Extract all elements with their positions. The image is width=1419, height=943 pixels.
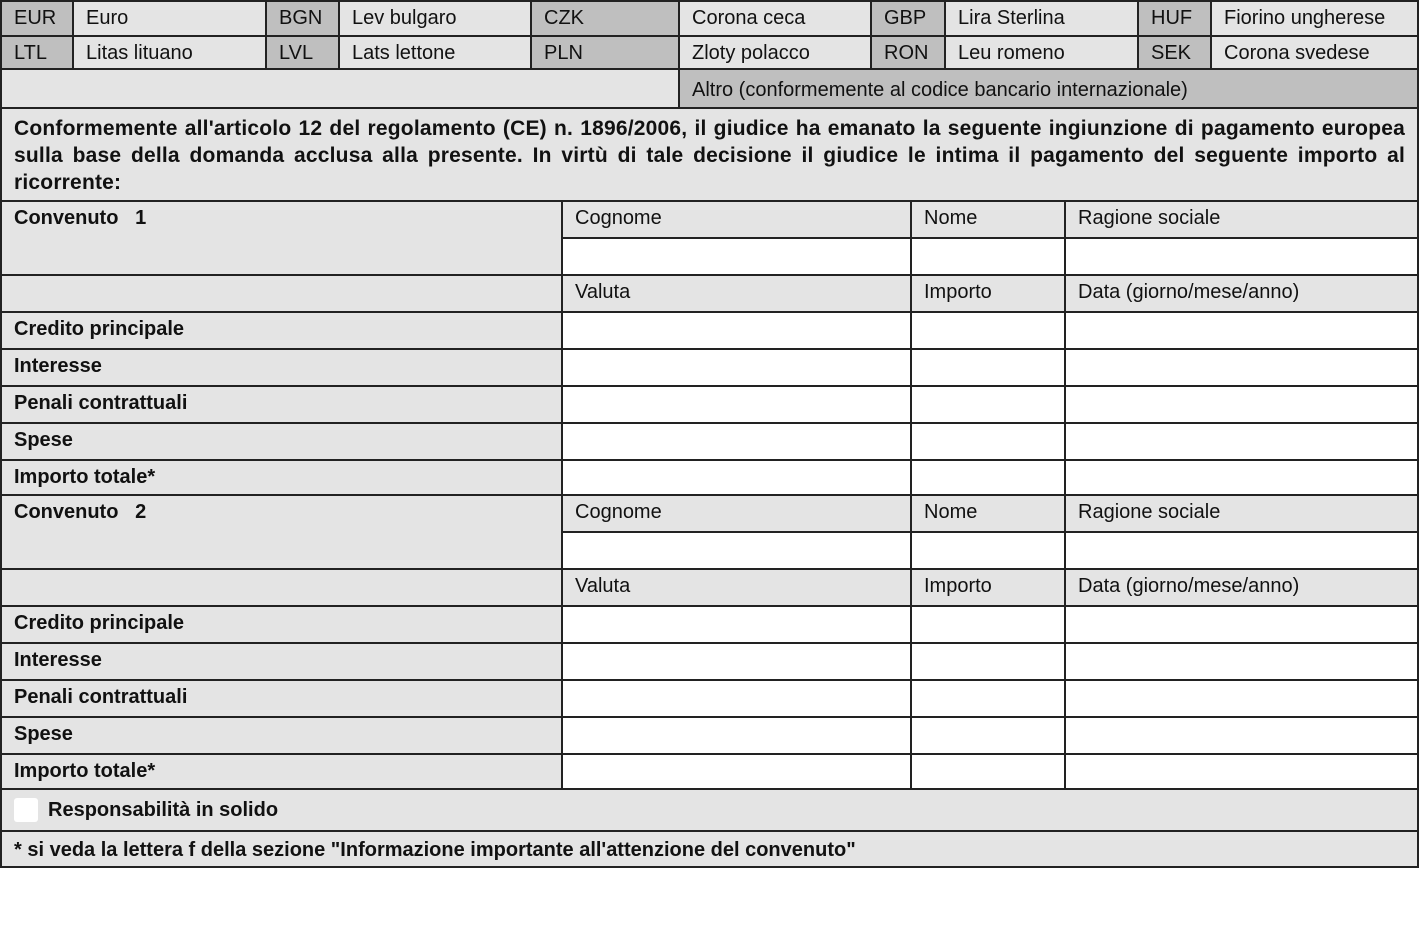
d2-row-label: Credito principale <box>0 605 563 644</box>
d1-row-date-field[interactable] <box>1064 385 1419 424</box>
d1-row-label: Penali contrattuali <box>0 385 563 424</box>
defendant-2-date-header: Data (giorno/mese/anno) <box>1064 568 1419 607</box>
d2-row-label: Spese <box>0 716 563 755</box>
currency-name-sek: Corona svedese <box>1210 35 1419 70</box>
defendant-2-name-header: Nome <box>910 494 1066 533</box>
defendant-2-label: Convenuto 2 <box>0 494 563 570</box>
d1-row-date-field[interactable] <box>1064 422 1419 461</box>
defendant-1-company-header: Ragione sociale <box>1064 200 1419 239</box>
defendant-2-surname-field[interactable] <box>561 531 912 570</box>
joint-liability-row <box>0 788 1419 832</box>
other-currency-label: Altro (conformemente al codice bancario internazionale) <box>678 68 1419 109</box>
d1-row-currency-field[interactable] <box>561 311 912 350</box>
defendant-2-currency-header: Valuta <box>561 568 912 607</box>
defendant-1-surname-header: Cognome <box>561 200 912 239</box>
d1-row-label: Credito principale <box>0 311 563 350</box>
other-currency-blank <box>0 68 680 109</box>
currency-code-sek: SEK <box>1137 35 1212 70</box>
d2-row-label: Penali contrattuali <box>0 679 563 718</box>
d2-row-date-field[interactable] <box>1064 679 1419 718</box>
currency-name-huf: Fiorino ungherese <box>1210 0 1419 37</box>
currency-code-ron: RON <box>870 35 946 70</box>
defendant-2-company-header: Ragione sociale <box>1064 494 1419 533</box>
defendant-1-name-field[interactable] <box>910 237 1066 276</box>
defendant-1-company-field[interactable] <box>1064 237 1419 276</box>
d2-row-label: Interesse <box>0 642 563 681</box>
currency-code-eur: EUR <box>0 0 74 37</box>
d2-row-date-field[interactable] <box>1064 753 1419 790</box>
d1-row-date-field[interactable] <box>1064 311 1419 350</box>
d1-row-date-field[interactable] <box>1064 348 1419 387</box>
d1-row-label: Importo totale* <box>0 459 563 496</box>
d2-row-date-field[interactable] <box>1064 642 1419 681</box>
defendant-1-currency-header: Valuta <box>561 274 912 313</box>
defendant-2-name-field[interactable] <box>910 531 1066 570</box>
defendant-2-header-blank <box>0 568 563 607</box>
joint-liability-checkbox[interactable] <box>14 798 38 822</box>
d2-row-date-field[interactable] <box>1064 605 1419 644</box>
d1-row-currency-field[interactable] <box>561 385 912 424</box>
d1-row-amount-field[interactable] <box>910 385 1066 424</box>
d2-row-amount-field[interactable] <box>910 605 1066 644</box>
d1-row-amount-field[interactable] <box>910 311 1066 350</box>
currency-code-bgn: BGN <box>265 0 340 37</box>
d2-row-date-field[interactable] <box>1064 716 1419 755</box>
d2-row-amount-field[interactable] <box>910 753 1066 790</box>
d1-row-amount-field[interactable] <box>910 422 1066 461</box>
currency-name-ltl: Litas lituano <box>72 35 267 70</box>
joint-liability-label: Responsabilità in solido <box>48 799 279 821</box>
defendant-2-company-field[interactable] <box>1064 531 1419 570</box>
d2-row-currency-field[interactable] <box>561 605 912 644</box>
d2-row-currency-field[interactable] <box>561 716 912 755</box>
d1-row-currency-field[interactable] <box>561 422 912 461</box>
defendant-2-surname-header: Cognome <box>561 494 912 533</box>
defendant-2-amount-header: Importo <box>910 568 1066 607</box>
d2-row-amount-field[interactable] <box>910 716 1066 755</box>
currency-code-ltl: LTL <box>0 35 74 70</box>
d2-row-amount-field[interactable] <box>910 642 1066 681</box>
defendant-1-name-header: Nome <box>910 200 1066 239</box>
d2-row-label: Importo totale* <box>0 753 563 790</box>
currency-code-gbp: GBP <box>870 0 946 37</box>
defendant-1-amount-header: Importo <box>910 274 1066 313</box>
d1-row-amount-field[interactable] <box>910 348 1066 387</box>
currency-code-huf: HUF <box>1137 0 1212 37</box>
defendant-1-surname-field[interactable] <box>561 237 912 276</box>
currency-code-czk: CZK <box>530 0 680 37</box>
currency-name-czk: Corona ceca <box>678 0 872 37</box>
currency-code-lvl: LVL <box>265 35 340 70</box>
currency-name-bgn: Lev bulgaro <box>338 0 532 37</box>
defendant-1-header-blank <box>0 274 563 313</box>
defendant-1-date-header: Data (giorno/mese/anno) <box>1064 274 1419 313</box>
defendant-1-label: Convenuto 1 <box>0 200 563 276</box>
d1-row-currency-field[interactable] <box>561 348 912 387</box>
d2-row-currency-field[interactable] <box>561 642 912 681</box>
currency-name-lvl: Lats lettone <box>338 35 532 70</box>
currency-name-pln: Zloty polacco <box>678 35 872 70</box>
d1-row-date-field[interactable] <box>1064 459 1419 496</box>
d1-row-label: Spese <box>0 422 563 461</box>
d1-row-currency-field[interactable] <box>561 459 912 496</box>
d1-row-amount-field[interactable] <box>910 459 1066 496</box>
d2-row-currency-field[interactable] <box>561 753 912 790</box>
currency-name-eur: Euro <box>72 0 267 37</box>
intro-paragraph: Conformemente all'articolo 12 del regolamento (CE) n. 1896/2006, il giudice ha emanato la seguente ingiunzione di pagamento europea sulla base della domanda acclusa alla presente. In virtù di tale decisione il giudice le intima il pagamento del seguente importo al ricorrente: <box>0 107 1419 202</box>
currency-code-pln: PLN <box>530 35 680 70</box>
currency-name-ron: Leu romeno <box>944 35 1139 70</box>
d2-row-currency-field[interactable] <box>561 679 912 718</box>
currency-name-gbp: Lira Sterlina <box>944 0 1139 37</box>
footnote: * si veda la lettera f della sezione "Informazione importante all'attenzione del convenuto" <box>0 830 1419 868</box>
d2-row-amount-field[interactable] <box>910 679 1066 718</box>
d1-row-label: Interesse <box>0 348 563 387</box>
